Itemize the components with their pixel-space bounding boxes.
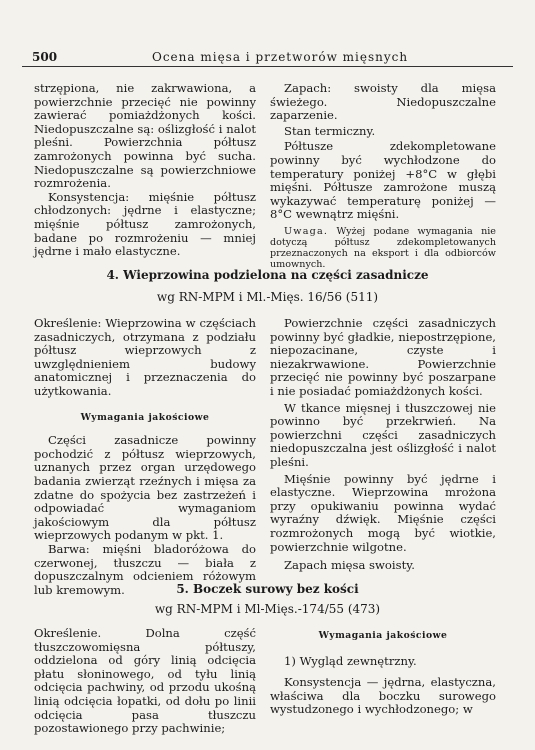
section-5-left-column	[34, 627, 256, 736]
section-5-heading: 5. Boczek surowy bez kości	[176, 582, 359, 596]
paragraph: Części zasadnicze powinny pochodzić z półtusz wieprzowych, uznanych przez organ urzędowego badania zwierząt rzeźnych i mięsa za zdatne do spożycia bez zastrzeżeń i odpowiadać wymaganiom jakościowym dla półtusz wieprzowych podanym w pkt. 1.	[34, 433, 256, 543]
running-title: Ocena mięsa i przetworów mięsnych	[152, 50, 409, 64]
paragraph: Zapach mięsa swoisty.	[284, 558, 415, 573]
section-5-standard: wg RN-MPM i Ml-Mięs.-174/55 (473)	[154, 602, 381, 616]
section-5-right-column	[270, 627, 496, 717]
section-4-standard: wg RN-MPM i Ml.-Mięs. 16/56 (511)	[156, 290, 379, 304]
paragraph: Stan termiczny.	[284, 123, 376, 138]
paragraph: Powierzchnie części zasadniczych powinny być gładkie, niepostrzępione, niepozacinane, czyste i niezakrwawione. Powierzchnie przecięć nie powinny być poszarpane i nie posiadać pomiażdżonych kości.	[270, 316, 496, 398]
section-4-left-column	[34, 317, 256, 597]
paragraph: Określenie. Dolna część tłuszczowomięsna półtuszy, oddzielona od góry linią odcięcia płatu słoninowego, od tyłu linią odcięcia pachwiny, od przodu ukośną linią odcięcia łopatki, od dołu po linii odcięcia pasa tłuszczu pozostawionego przy pachwinie;	[34, 626, 256, 736]
paragraph: W tkance mięsnej i tłuszczowej nie powinno być przekrwień. Na powierzchni części zasadniczych niedopuszczalna jest oślizgłość i nalot pleśni.	[270, 400, 496, 469]
section-4-heading: 4. Wieprzowina podzielona na części zasadnicze	[106, 268, 429, 282]
top-right-column	[270, 82, 496, 270]
note	[270, 226, 496, 270]
paragraph: Zapach: swoisty dla mięsa świeżego. Niedopuszczalne zaparzenie.	[270, 81, 496, 123]
subsection-title: Wymagania jakościowe	[80, 411, 210, 423]
page-header	[22, 44, 513, 67]
note-text: Wyżej podane wymagania nie dotyczą półtusz zdekompletowanych przeznaczonych na eksport i dla odbiorców umownych.	[270, 225, 496, 270]
paragraph: Półtusze zdekompletowane powinny być wychłodzone do temperatury poniżej +8°C w głębi mięśni. Półtusze zamrożone muszą wykazywać temperaturę poniżej —8°C wewnątrz mięśni.	[270, 139, 496, 222]
subsection-title: Wymagania jakościowe	[318, 630, 448, 641]
paragraph: strzępiona, nie zakrwawiona, a powierzchnie przecięć nie powinny zawierać pomiażdżonych kości. Niedopuszczalne są: oślizgłość i nalot pleśni. Powierzchnia półtusz zamrożonych powinna być sucha. Niedopuszczalne są powierzchniowe rozmrożenia.	[34, 81, 256, 191]
paragraph: Określenie: Wieprzowina w częściach zasadniczych, otrzymana z podziału półtusz wieprzowych z uwzględnieniem budowy anatomicznej i przeznaczenia do użytkowania.	[34, 316, 256, 398]
page-number: 500	[32, 50, 58, 64]
paragraph: Konsystencja: mięśnie półtusz chłodzonych: jędrne i elastyczne; mięśnie półtusz zamrożonych, badane po rozmrożeniu — mniej jędrne i mało elastyczne.	[34, 189, 256, 259]
top-left-column	[34, 82, 256, 259]
paragraph: Barwa: mięśni bladoróżowa do czerwonej, tłuszczu — biała z dopuszczalnym odcieniem różowym lub kremowym.	[34, 541, 256, 597]
paragraph: Mięśnie powinny być jędrne i elastyczne. Wieprzowina mrożona przy opukiwaniu powinna wydać wyraźny dźwięk. Mięśnie części rozmrożonych mogą być wiotkie, powierzchnie wilgotne.	[270, 471, 496, 554]
note-label: Uwaga.	[284, 225, 329, 237]
section-4-right-column	[270, 317, 496, 573]
paragraph: 1) Wygląd zewnętrzny.	[284, 653, 417, 668]
paragraph: Konsystencja — jędrna, elastyczna, właściwa dla boczku surowego wystudzonego i wychłodzonego; w	[270, 675, 496, 717]
